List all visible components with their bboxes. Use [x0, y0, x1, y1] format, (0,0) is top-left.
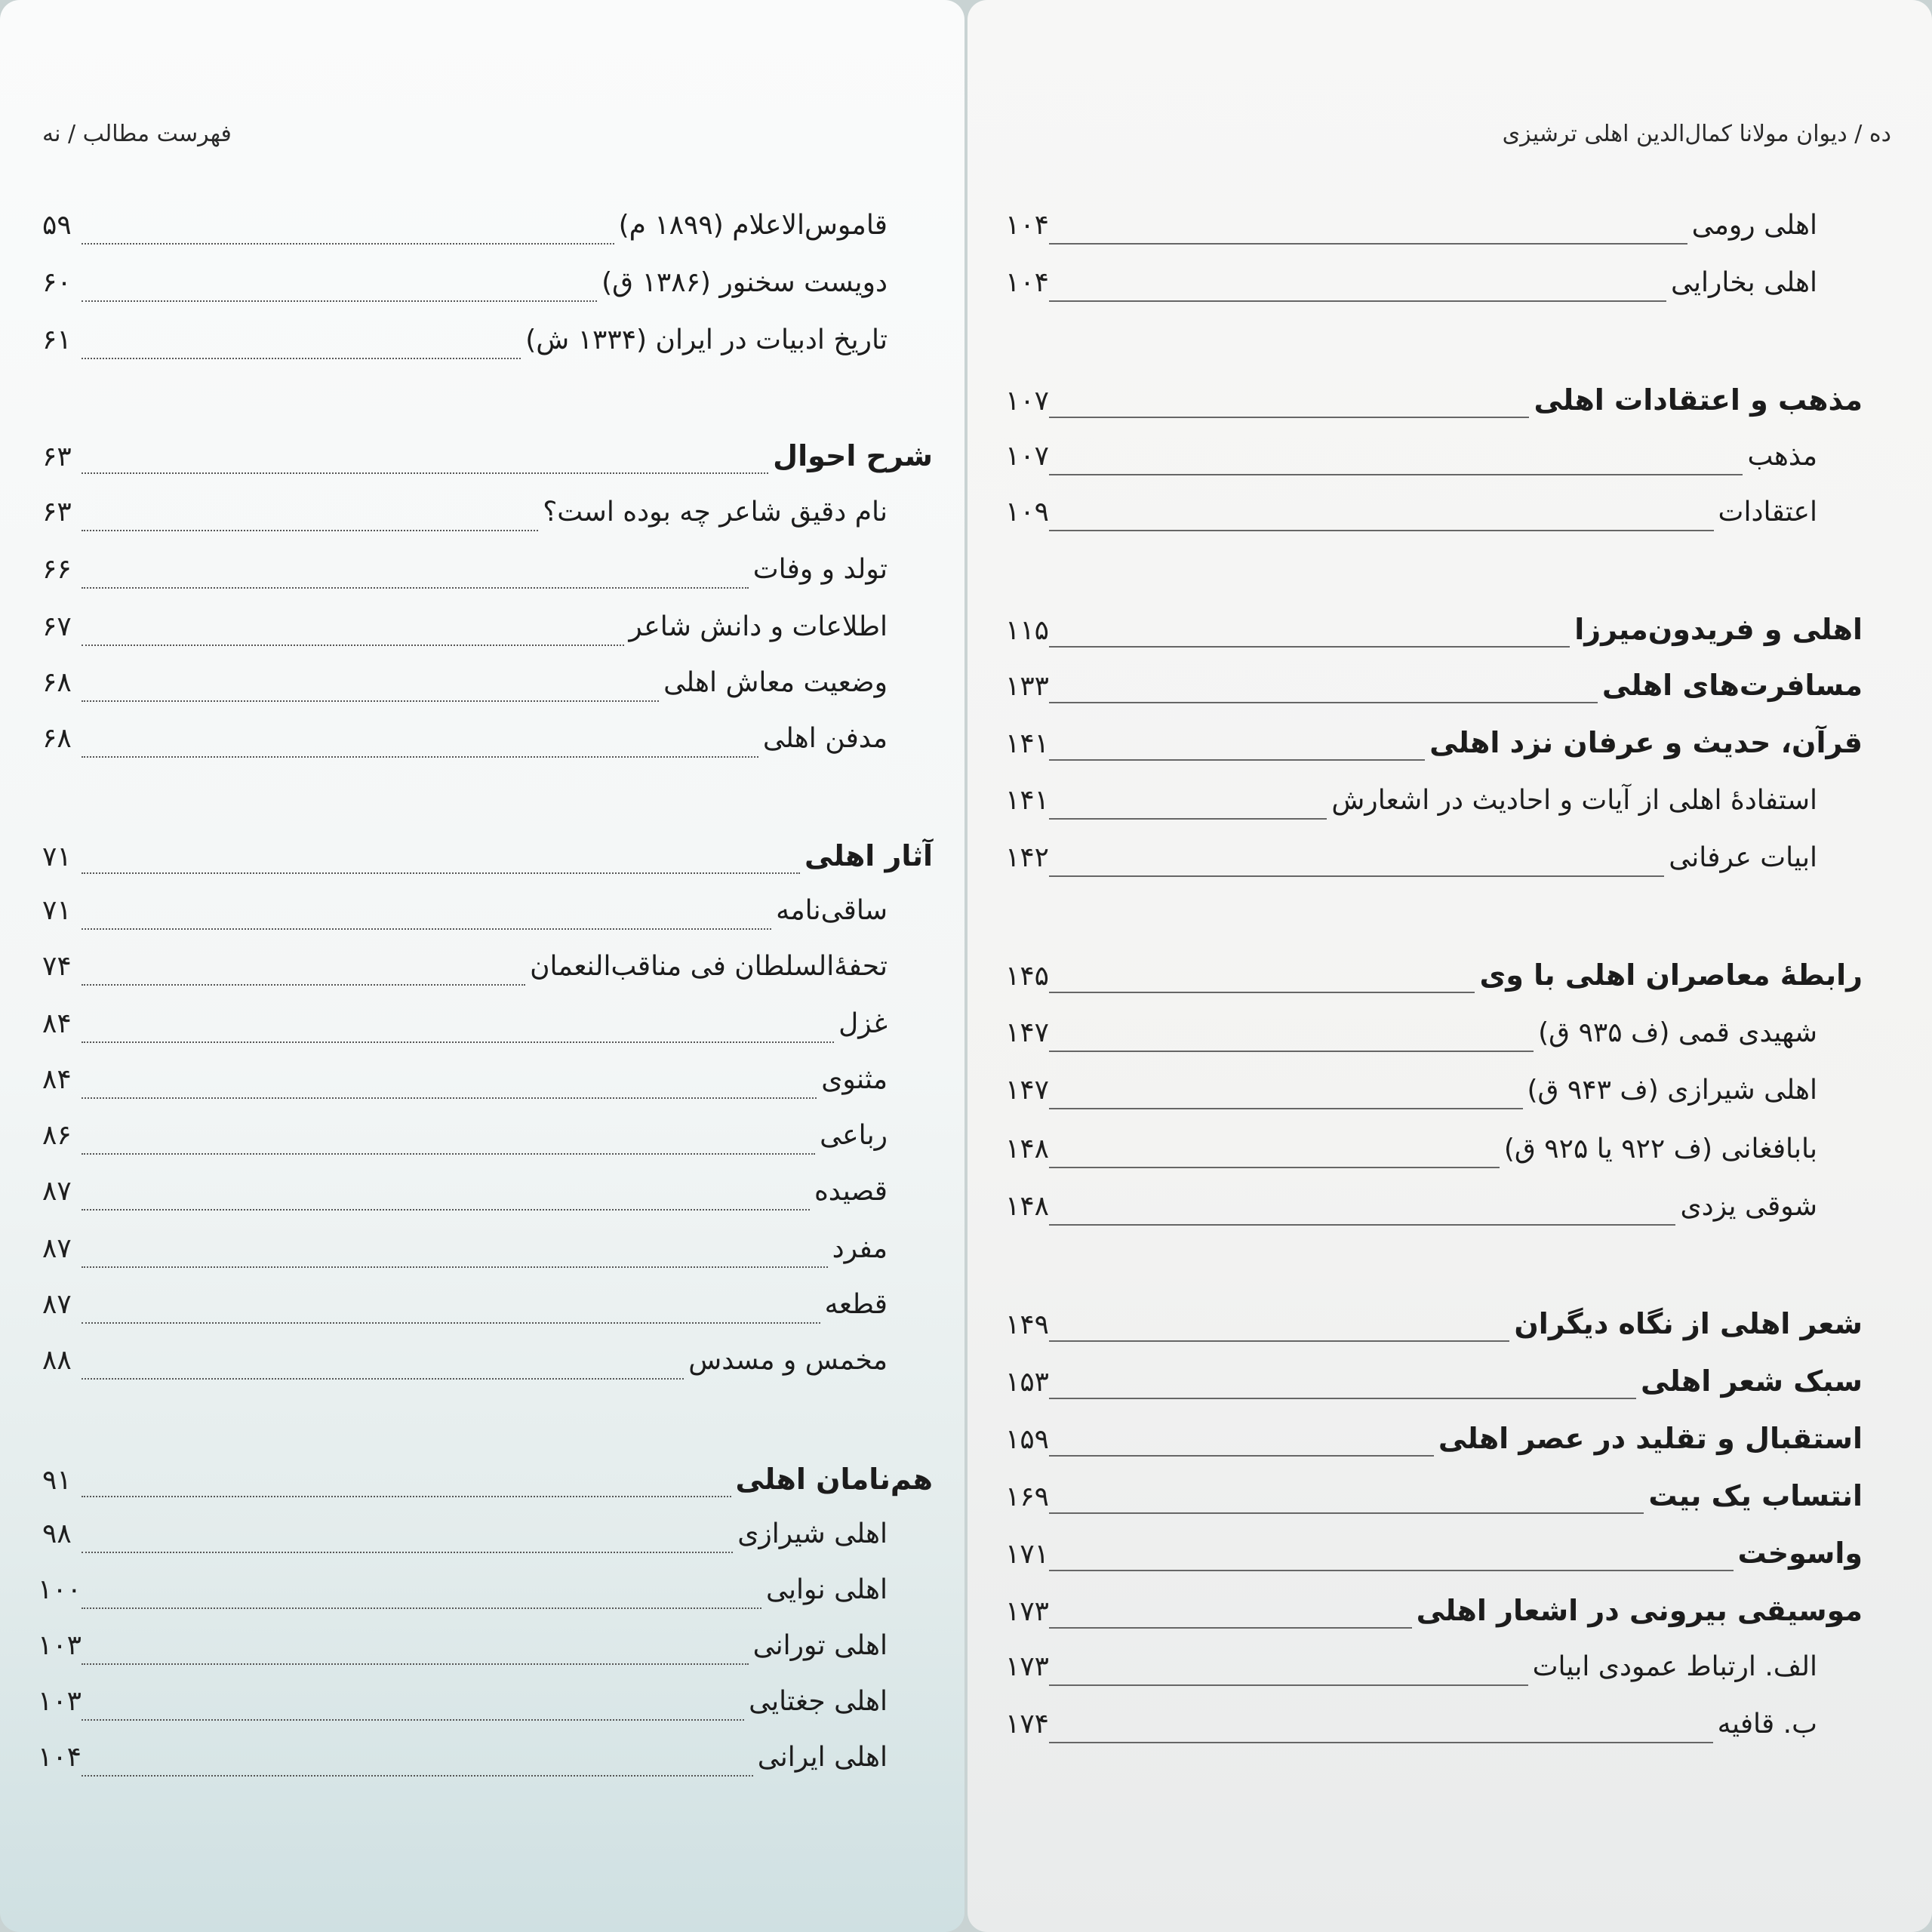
entry-title: الف. ارتباط عمودی ابیات [1532, 1651, 1817, 1682]
toc-section [1004, 958, 1863, 1004]
left-page-header: فهرست مطالب / نه [42, 121, 232, 147]
toc-section [1004, 383, 1863, 429]
page-number: ۱۴۱ [1004, 728, 1049, 759]
toc-entry [42, 1064, 933, 1109]
section-title: استقبال و تقلید در عصر اهلی [1438, 1422, 1863, 1455]
dot-leader [82, 243, 614, 245]
toc-entry [1004, 267, 1863, 312]
right-page [968, 0, 1932, 1932]
rule-leader [1049, 702, 1598, 703]
toc-entry [42, 951, 933, 996]
entry-title: دویست سخنور (۱۳۸۶ ق) [601, 267, 888, 298]
toc-entry [1004, 1651, 1863, 1697]
toc-entry [42, 611, 933, 657]
page-number: ۶۸ [42, 723, 72, 754]
section-title: شعر اهلی از نگاه دیگران [1514, 1307, 1863, 1340]
rule-leader [1049, 417, 1529, 418]
rule-leader [1049, 1051, 1534, 1052]
dot-leader [82, 1322, 820, 1324]
toc-entry [1004, 785, 1863, 830]
page-number: ۱۴۷ [1004, 1017, 1049, 1048]
dot-leader [82, 984, 525, 986]
page-number: ۷۱ [42, 841, 72, 872]
entry-title: تولد و وفات [752, 554, 888, 585]
toc-section [1004, 726, 1863, 771]
dot-leader [82, 1775, 753, 1777]
toc-entry [42, 895, 933, 940]
page-number: ۶۶ [42, 554, 72, 585]
toc-entry [42, 1518, 933, 1564]
page-number: ۱۴۹ [1004, 1309, 1049, 1340]
dot-leader [82, 1607, 761, 1609]
rule-leader [1049, 759, 1425, 761]
page-number: ۱۰۴ [1004, 267, 1049, 298]
toc-entry [42, 1008, 933, 1054]
toc-section [1004, 1594, 1863, 1639]
page-number: ۶۰ [42, 267, 72, 298]
page-number: ۱۴۷ [1004, 1075, 1049, 1106]
dot-leader [82, 1719, 744, 1721]
toc-entry [1004, 497, 1863, 542]
page-number: ۱۴۱ [1004, 785, 1049, 816]
toc-section [1004, 1422, 1863, 1467]
toc-section [1004, 1307, 1863, 1352]
toc-section [42, 1463, 933, 1508]
page-number: ۱۰۳ [37, 1630, 82, 1661]
toc-section [1004, 1364, 1863, 1410]
toc-entry [42, 1120, 933, 1165]
section-title: اهلی و فریدون‌میرزا [1574, 613, 1863, 646]
rule-leader [1049, 1167, 1500, 1168]
entry-title: قاموس‌الاعلام (۱۸۹۹ م) [618, 210, 888, 241]
entry-title: مدفن اهلی [762, 723, 888, 754]
entry-title: اعتقادات [1718, 497, 1817, 528]
page-number: ۱۷۳ [1004, 1651, 1049, 1682]
toc-entry [1004, 1709, 1863, 1754]
entry-title: قطعه [824, 1289, 888, 1320]
page-number: ۷۴ [42, 951, 72, 982]
entry-title: وضعیت معاش اهلی [663, 667, 888, 698]
entry-title: تاریخ ادبیات در ایران (۱۳۳۴ ش) [525, 325, 888, 355]
page-number: ۶۷ [42, 611, 72, 642]
page-number: ۱۰۳ [37, 1686, 82, 1717]
dot-leader [82, 1097, 817, 1099]
rule-leader [1049, 1455, 1434, 1457]
toc-section [42, 839, 933, 884]
section-title: رابطهٔ معاصران اهلی با وی [1479, 958, 1863, 992]
entry-title: اهلی شیرازی (ف ۹۴۳ ق) [1527, 1075, 1817, 1106]
section-title: مذهب و اعتقادات اهلی [1534, 383, 1863, 417]
toc-entry [42, 210, 933, 255]
section-title: سبک شعر اهلی [1640, 1364, 1863, 1398]
page-number: ۸۶ [42, 1120, 72, 1151]
rule-leader [1049, 1512, 1644, 1514]
page-number: ۶۱ [42, 325, 72, 355]
page-number: ۱۴۸ [1004, 1191, 1049, 1222]
entry-title: شهیدی قمی (ف ۹۳۵ ق) [1538, 1017, 1817, 1048]
toc-entry [1004, 1134, 1863, 1179]
toc-entry [42, 554, 933, 599]
toc-entry [42, 723, 933, 768]
page-number: ۶۳ [42, 441, 72, 472]
section-title: آثار اهلی [804, 839, 933, 872]
dot-leader [82, 530, 538, 531]
toc-entry [42, 1289, 933, 1334]
page-number: ۱۰۷ [1004, 386, 1049, 417]
dot-leader [82, 872, 800, 874]
entry-title: مذهب [1747, 441, 1817, 472]
page-number: ۸۸ [42, 1345, 72, 1376]
page-number: ۸۷ [42, 1176, 72, 1207]
page-number: ۱۰۴ [1004, 210, 1049, 241]
rule-leader [1049, 530, 1714, 531]
page-number: ۷۱ [42, 895, 72, 926]
toc-section [1004, 1537, 1863, 1582]
page-number: ۶۸ [42, 667, 72, 698]
dot-leader [82, 1663, 749, 1665]
dot-leader [82, 1552, 733, 1553]
rule-leader [1049, 1224, 1675, 1226]
rule-leader [1049, 300, 1666, 302]
entry-title: شوقی یزدی [1680, 1191, 1817, 1222]
section-title: واسوخت [1737, 1537, 1863, 1570]
toc-entry [42, 267, 933, 312]
entry-title: تحفهٔ‌السلطان فی مناقب‌النعمان [530, 951, 888, 982]
toc-entry [1004, 1075, 1863, 1120]
entry-title: مثنوی [821, 1064, 888, 1095]
dot-leader [82, 472, 768, 474]
rule-leader [1049, 1398, 1636, 1399]
dot-leader [82, 300, 597, 302]
toc-entry [1004, 1017, 1863, 1063]
entry-title: مخمس و مسدس [688, 1345, 888, 1376]
rule-leader [1049, 1627, 1412, 1629]
page-number: ۹۸ [42, 1518, 72, 1549]
page-number: ۶۳ [42, 497, 72, 528]
toc-entry [42, 497, 933, 542]
right-page-header: ده / دیوان مولانا کمال‌الدین اهلی ترشیزی [1502, 121, 1891, 147]
toc-entry [1004, 842, 1863, 888]
toc-section [1004, 613, 1863, 658]
dot-leader [82, 358, 521, 359]
toc-entry [42, 1233, 933, 1278]
entry-title: رباعی [820, 1120, 888, 1151]
section-title: هم‌نامان اهلی [735, 1463, 933, 1496]
toc-entry [37, 1574, 933, 1620]
page-number: ۱۴۸ [1004, 1134, 1049, 1164]
page-number: ۱۰۴ [37, 1742, 82, 1773]
rule-leader [1049, 1340, 1509, 1342]
page-number: ۱۴۲ [1004, 842, 1049, 873]
dot-leader [82, 645, 624, 646]
left-page [0, 0, 964, 1932]
entry-title: اهلی رومی [1691, 210, 1817, 241]
toc-entry [1004, 210, 1863, 255]
entry-title: اهلی شیرازی [737, 1518, 888, 1549]
page-number: ۱۰۰ [37, 1574, 82, 1605]
toc-section [42, 439, 933, 485]
rule-leader [1049, 818, 1327, 820]
page-number: ۵۹ [42, 210, 72, 241]
rule-leader [1049, 1684, 1528, 1686]
toc-entry [42, 667, 933, 712]
page-number: ۸۷ [42, 1289, 72, 1320]
toc-section [1004, 669, 1863, 714]
page-number: ۱۴۵ [1004, 961, 1049, 992]
page-number: ۱۰۹ [1004, 497, 1049, 528]
page-number: ۱۵۳ [1004, 1367, 1049, 1398]
section-title: شرح احوال [773, 439, 933, 472]
rule-leader [1049, 646, 1570, 648]
entry-title: غزل [838, 1008, 888, 1039]
rule-leader [1049, 1108, 1523, 1109]
dot-leader [82, 1041, 834, 1043]
dot-leader [82, 1378, 684, 1380]
toc-entry [37, 1630, 933, 1675]
rule-leader [1049, 875, 1664, 877]
page-number: ۸۴ [42, 1008, 72, 1039]
dot-leader [82, 928, 771, 930]
toc-entry [37, 1742, 933, 1787]
rule-leader [1049, 992, 1475, 993]
entry-title: اهلی جغتایی [749, 1686, 888, 1717]
entry-title: قصیده [814, 1176, 888, 1207]
entry-title: اهلی ایرانی [757, 1742, 888, 1773]
rule-leader [1049, 474, 1743, 475]
toc-entry [1004, 441, 1863, 486]
page-number: ۹۱ [42, 1465, 72, 1496]
toc-entry [42, 325, 933, 370]
entry-title: ب. قافیه [1717, 1709, 1817, 1740]
section-title: موسیقی بیرونی در اشعار اهلی [1416, 1594, 1863, 1627]
page-number: ۱۳۳ [1004, 671, 1049, 702]
section-title: انتساب یک بیت [1648, 1479, 1863, 1512]
entry-title: اهلی بخارایی [1671, 267, 1817, 298]
entry-title: بابافغانی (ف ۹۲۲ یا ۹۲۵ ق) [1503, 1134, 1817, 1164]
entry-title: اهلی تورانی [752, 1630, 888, 1661]
page-number: ۱۶۹ [1004, 1481, 1049, 1512]
entry-title: اطلاعات و دانش شاعر [629, 611, 888, 642]
entry-title: ابیات عرفانی [1669, 842, 1817, 873]
toc-entry [37, 1686, 933, 1731]
dot-leader [82, 1209, 810, 1211]
toc-section [1004, 1479, 1863, 1524]
toc-entry [42, 1345, 933, 1390]
page-number: ۱۷۴ [1004, 1709, 1049, 1740]
toc-entry [42, 1176, 933, 1221]
page-number: ۸۷ [42, 1233, 72, 1264]
rule-leader [1049, 243, 1687, 245]
dot-leader [82, 700, 659, 702]
page-number: ۱۷۱ [1004, 1539, 1049, 1570]
entry-title: ساقی‌نامه [776, 895, 888, 926]
page-number: ۱۰۷ [1004, 441, 1049, 472]
rule-leader [1049, 1742, 1713, 1743]
dot-leader [82, 587, 749, 589]
dot-leader [82, 756, 758, 758]
entry-title: مفرد [832, 1233, 888, 1264]
section-title: قرآن، حدیث و عرفان نزد اهلی [1429, 726, 1863, 759]
rule-leader [1049, 1570, 1734, 1571]
entry-title: استفادهٔ اهلی از آیات و احادیث در اشعارش [1331, 785, 1817, 816]
section-title: مسافرت‌های اهلی [1601, 669, 1863, 702]
entry-title: اهلی نوایی [766, 1574, 888, 1605]
page-number: ۱۷۳ [1004, 1596, 1049, 1627]
dot-leader [82, 1153, 815, 1155]
page-number: ۸۴ [42, 1064, 72, 1095]
entry-title: نام دقیق شاعر چه بوده است؟ [543, 497, 888, 528]
toc-entry [1004, 1191, 1863, 1236]
page-number: ۱۱۵ [1004, 615, 1049, 646]
page-number: ۱۵۹ [1004, 1424, 1049, 1455]
dot-leader [82, 1496, 731, 1497]
dot-leader [82, 1266, 828, 1268]
